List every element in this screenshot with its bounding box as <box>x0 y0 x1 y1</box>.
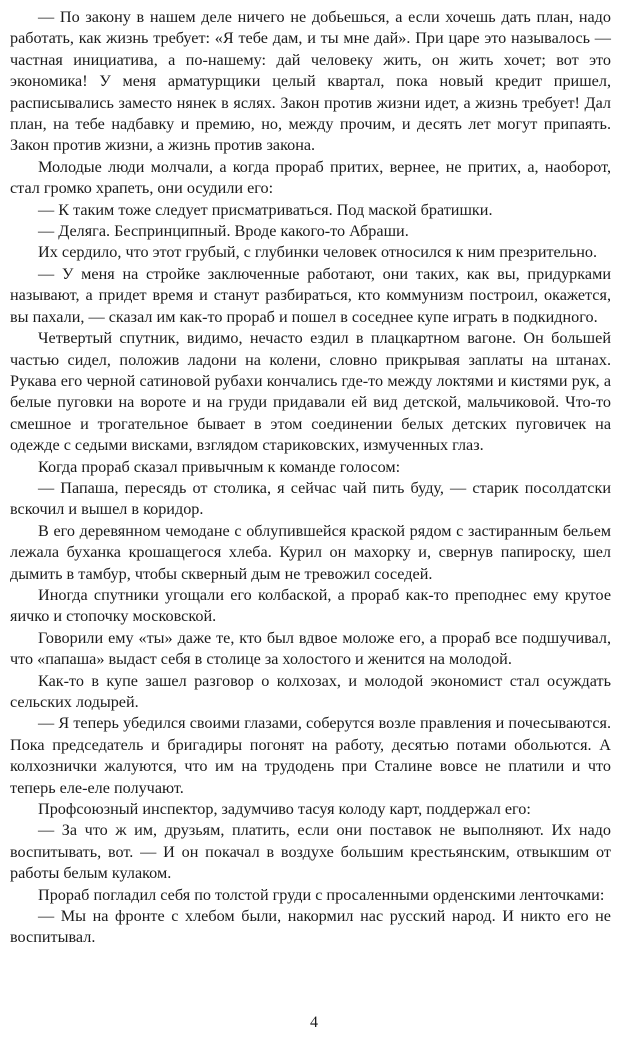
paragraph: — По закону в нашем деле ничего не добьешься, а если хочешь дать план, надо работать, как жизнь требует: «Я тебе дам, и ты мне дай». При царе это называлось — частная инициатива, а по-нашему: дай человеку жить, он жить хочет; вот это экономика! У меня арматурщики целый квартал, пока новый кредит пришел, расписывались заместо нянек в яслях. Закон против жизни идет, а жизнь требует! Дал план, на тебе надбавку и премию, но, между прочим, и десять лет могут припаять. Закон против жизни, а жизнь против закона. <box>10 8 611 155</box>
paragraph: — Мы на фронте с хлебом были, накормил нас русский народ. И никто его не воспитывал. <box>10 907 611 947</box>
paragraph: — Деляга. Беспринципный. Вроде какого-то Абраши. <box>38 222 409 241</box>
paragraph: Их сердило, что этот грубый, с глубинки человек относился к ним презрительно. <box>38 243 598 262</box>
paragraph: — К таким тоже следует присматриваться. Под маской братишки. <box>38 200 493 219</box>
body-text <box>10 7 611 949</box>
paragraph: — Папаша, пересядь от столика, я сейчас чай пить буду, — старик посолдатски вскочил и вышел в коридор. <box>10 478 611 519</box>
paragraph: Иногда спутники угощали его колбаской, а прораб как-то преподнес ему крутое яичко и стопочку московской. <box>10 585 611 626</box>
paragraph: В его деревянном чемодане с облупившейся краской рядом с застиранным бельем лежала буханка крошащегося хлеба. Курил он махорку и, свернув папироску, шел дымить в тамбур, чтобы скверный дым не тревожил соседей. <box>10 521 611 583</box>
paragraph: Четвертый спутник, видимо, нечасто ездил в плацкартном вагоне. Он большей частью сидел, положив ладони на колени, словно прикрывая заплаты на штанах. Рукава его черной сатиновой рубахи кончались где-то между локтями и кистями рук, а белые пуговки на вороте и на груди придавали ей вид детской, мальчиковой. Что-то смешное и трогательное бывает в этом соединении белых детских пуговичек на одежде с седыми висками, взглядом стариковских, измученных глаз. <box>10 329 611 455</box>
paragraph: — Я теперь убедился своими глазами, соберутся возле правления и почесываются. Пока председатель и бригадиры погонят на работу, десятью потами обольются. А колхознички жалуются, что им на трудодень при Сталине вовсе не платили и что теперь еле-еле получают. <box>10 714 611 797</box>
paragraph: — У меня на стройке заключенные работают, они таких, как вы, придурками называют, а придет время и станут разбираться, кто коммунизм построил, окажется, вы пахали, — сказал им как-то прораб и пошел в соседнее купе играть в подкидного. <box>10 264 611 326</box>
paragraph: Профсоюзный инспектор, задумчиво тасуя колоду карт, поддержал его: <box>38 800 531 819</box>
paragraph: Молодые люди молчали, а когда прораб притих, вернее, не притих, а, наоборот, стал громко храпеть, они осудили его: <box>10 157 611 198</box>
paragraph: Как-то в купе зашел разговор о колхозах, и молодой экономист стал осуждать сельских лодырей. <box>10 671 611 711</box>
paragraph: — За что ж им, друзьям, платить, если они поставок не выполняют. Их надо воспитывать, вот. — И он покачал в воздухе большим крестьянским, отвыкшим от работы белым кулаком. <box>10 821 611 883</box>
paragraph: Говорили ему «ты» даже те, кто был вдвое моложе его, а прораб все подшучивал, что «папаша» выдаст себя в столице за холостого и женится на молодой. <box>10 628 611 669</box>
paragraph: Прораб погладил себя по толстой груди с просаленными орденскими ленточками: <box>38 885 605 904</box>
paragraph: Когда прораб сказал привычным к команде голосом: <box>38 457 401 476</box>
page-number: 4 <box>310 1014 318 1031</box>
